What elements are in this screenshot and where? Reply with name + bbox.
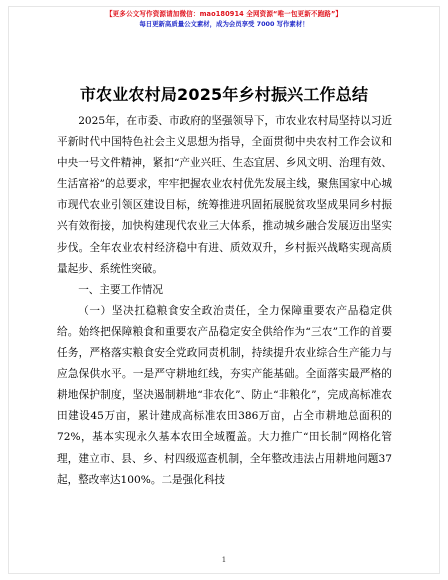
sub-section-paragraph: （一）坚决扛稳粮食安全政治责任，全力保障重要农产品稳定供给。始终把保障粮食和重要农产品稳定安全供给作为“三农”工作的首要任务，严格落实粮食安全党政同责机制，持续提升农业综合生产能力与应急保供水平。一是严守耕地红线，夯实产能基础。全面落实最严格的耕地保护制度，坚决遏制耕地“非农化”、防止“非粮化”，完成高标准农田建设45万亩，累计建成高标准农田386万亩，占全市耕地总面积的72%，基本实现永久基本农田全域覆盖。大力推广“田长制”网格化管理，建立市、县、乡、村四级巡查机制，全年整改违法占用耕地问题37起，整改率达100%。二是强化科技 bbox=[57, 304, 392, 486]
document-body bbox=[57, 111, 392, 491]
document-title: 市农业农村局2025年乡村振兴工作总结 bbox=[79, 85, 369, 104]
promo-line-membership: 每日更新高质量公文素材，成为会员享受 7000 写作素材！ bbox=[139, 20, 309, 28]
section-heading: 一、主要工作情况 bbox=[78, 283, 163, 296]
promo-header bbox=[0, 10, 448, 29]
page-number: 1 bbox=[221, 556, 227, 564]
promo-line-wechat: 【更多公文写作资源请加微信：mao180914 全网资源“唯一包更新不跑路”】 bbox=[105, 10, 343, 18]
intro-paragraph: 2025年，在市委、市政府的坚强领导下，市农业农村局坚持以习近平新时代中国特色社会主义思想为指导，全面贯彻中央农村工作会议和中央一号文件精神，紧扣“产业兴旺、生态宜居、乡风文明、治理有效、生活富裕”的总要求，牢牢把握农业农村优先发展主线，聚焦国家中心城市现代农业引领区建设目标，统筹推进巩固拓展脱贫攻坚成果同乡村振兴有效衔接，加快构建现代农业三大体系，推动城乡融合发展迈出坚实步伐。全年农业农村经济稳中有进、质效双升，乡村振兴战略实现高质量起步、系统性突破。 bbox=[57, 115, 392, 275]
